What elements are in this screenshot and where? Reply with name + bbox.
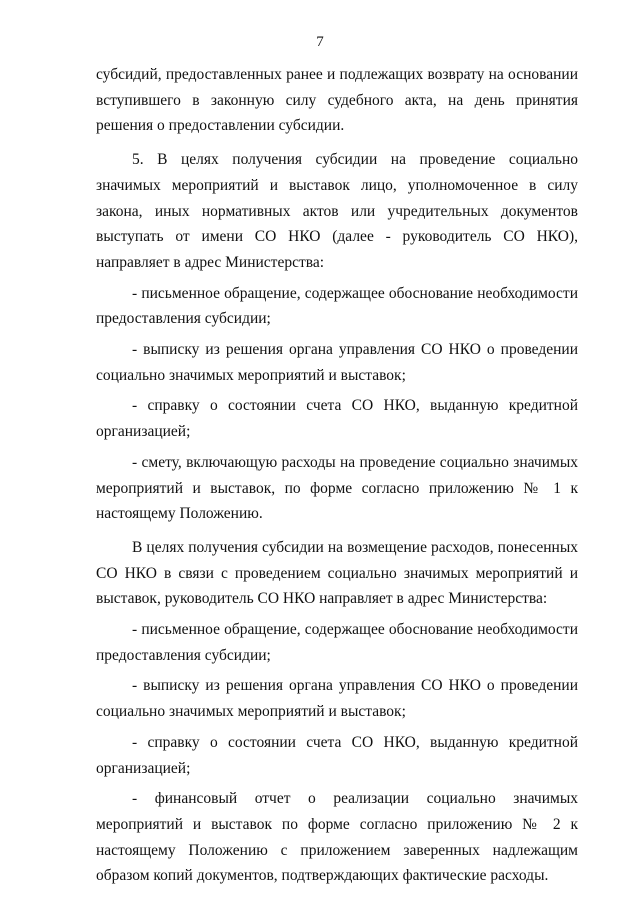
list-item-financial-report: - финансовый отчет о реализации социально значимых мероприятий и выставок по форме согласно приложению № 2 к настоящему Положению с приложением заверенных надлежащим образом копий документов, подтверждающих фактические расходы. xyxy=(96,790,578,885)
list-item-decision-extract-2: - выписку из решения органа управления СО НКО о проведении социально значимых мероприятий и выставок; xyxy=(96,677,578,721)
list-item-estimate: - смету, включающую расходы на проведение социально значимых мероприятий и выставок, по форме согласно приложению № 1 к настоящему Положению. xyxy=(96,453,578,523)
list-item-written-request-1: - письменное обращение, содержащее обоснование необходимости предоставления субсидии; xyxy=(96,284,578,328)
paragraph-continuation: субсидий, предоставленных ранее и подлежащих возврату на основании вступившего в законную силу судебного акта, на день принятия решения о предоставлении субсидии. xyxy=(96,66,578,135)
paragraph-reimbursement: В целях получения субсидии на возмещение расходов, понесенных СО НКО в связи с проведением социально значимых мероприятий и выставок, руководитель СО НКО направляет в адрес Министерства: xyxy=(96,538,578,608)
list-item-decision-extract-1: - выписку из решения органа управления СО НКО о проведении социально значимых мероприятий и выставок; xyxy=(96,341,578,384)
list-item-account-certificate-1: - справку о состоянии счета СО НКО, выданную кредитной организацией; xyxy=(96,397,578,441)
page-number: 7 xyxy=(316,34,324,50)
paragraph-section-5: 5. В целях получения субсидии на проведение социально значимых мероприятий и выставок лицо, уполномоченное в силу закона, иных нормативных актов или учредительных документов выступать от имени СО НКО (далее - руководитель СО НКО), направляет в адрес Министерства: xyxy=(96,151,578,271)
list-item-written-request-2: - письменное обращение, содержащее обоснование необходимости предоставления субсидии; xyxy=(96,621,578,664)
list-item-account-certificate-2: - справку о состоянии счета СО НКО, выданную кредитной организацией; xyxy=(96,733,578,777)
document-body xyxy=(96,62,578,889)
